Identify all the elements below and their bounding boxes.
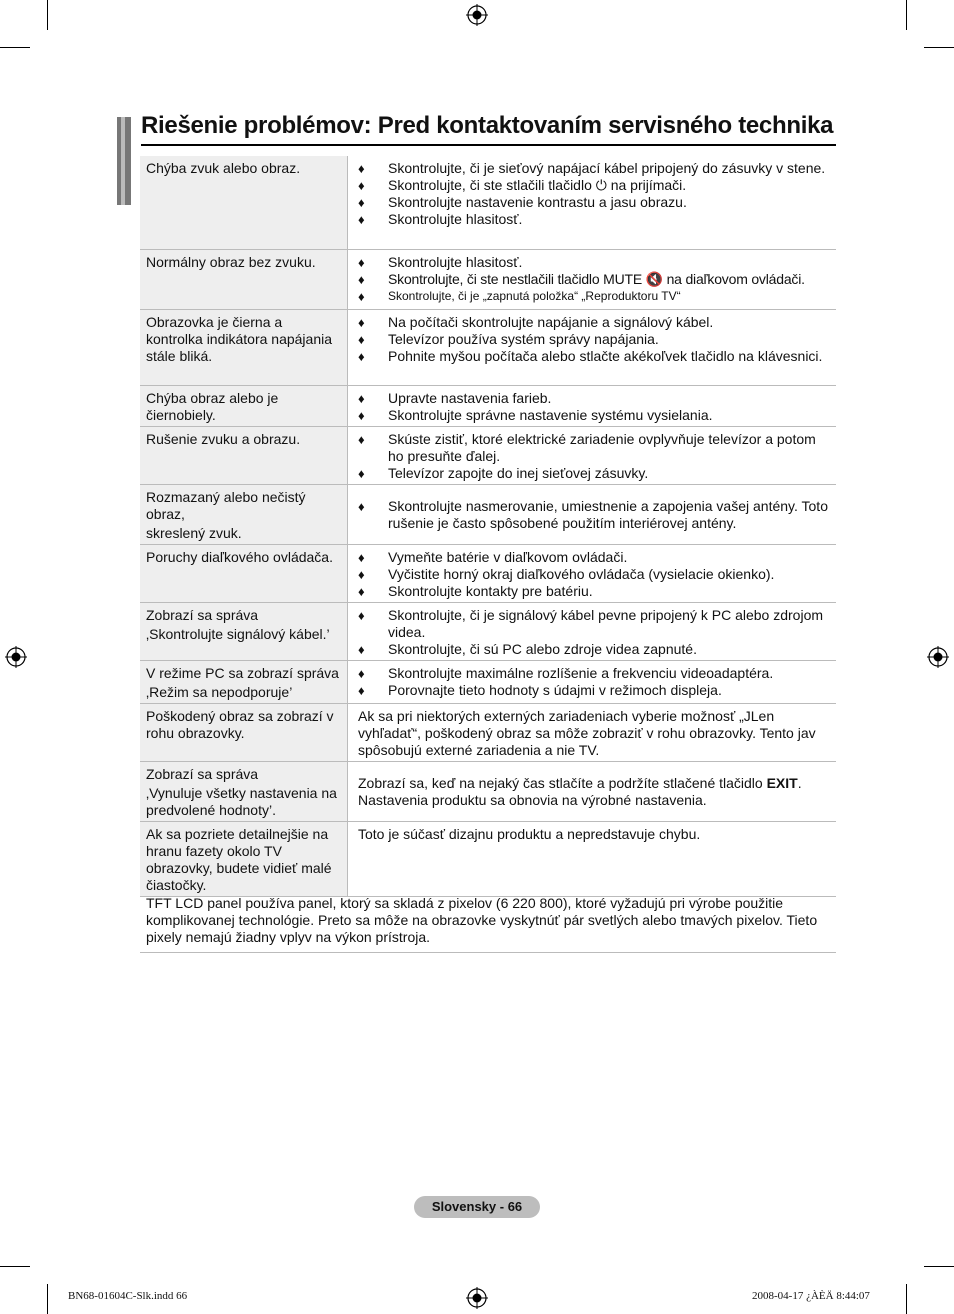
- solution-cell: [348, 156, 837, 249]
- solution-cell: [348, 385, 837, 426]
- list-item: ♦ Vyčistite horný okraj diaľkového ovládača (vysielacie okienko).: [358, 565, 775, 582]
- list-item: ♦ Skontrolujte nasmerovanie, umiestnenie a zapojenia vašej antény. Toto rušenie je často spôsobené použitím interiérovej antény.: [358, 498, 828, 531]
- list-item: ♦ Skontrolujte, či ste stlačili tlačidlo ⏻ na prijímači.: [358, 177, 687, 193]
- solution-cell: Toto je súčasť dizajnu produktu a nepredstavuje chybu.: [348, 821, 837, 896]
- solution-cell: [348, 309, 837, 385]
- symptom-cell: Rušenie zvuku a obrazu.: [140, 426, 348, 484]
- tft-lcd-note: TFT LCD panel používa panel, ktorý sa skladá z pixelov (6 220 800), ktoré vyžadujú pri výrobe použitie komplikovanej technológie. Preto sa môže na obrazovke vyskytnúť pár svetlých alebo tmavých pixelov. Tieto pixely nemajú žiadny vplyv na výkon prístroja.: [140, 893, 836, 953]
- table-row: [140, 385, 836, 426]
- symptom-cell: Chýba obraz alebo je čiernobiely.: [140, 385, 348, 426]
- list-item: ♦ Skontrolujte správne nastavenie systému vysielania.: [358, 406, 713, 423]
- table-row: [140, 484, 836, 544]
- list-item: ♦ Na počítači skontrolujte napájanie a signálový kábel.: [358, 313, 714, 330]
- solution-cell: [348, 544, 837, 602]
- symptom-cell: Poškodený obraz sa zobrazí v rohu obrazovky.: [140, 703, 348, 761]
- list-item: ♦ Upravte nastavenia farieb.: [358, 389, 552, 406]
- registration-mark-icon: [5, 646, 27, 668]
- list-item: ♦ Televízor používa systém správy napájania.: [358, 330, 659, 347]
- crop-mark: [0, 1266, 30, 1267]
- list-item: ♦ Skontrolujte, či je sieťový napájací kábel pripojený do zásuvky v stene.: [358, 160, 826, 176]
- registration-mark-icon: [466, 1287, 488, 1309]
- symptom-cell: Chýba zvuk alebo obraz.: [140, 156, 348, 249]
- page-number-badge: Slovensky - 66: [414, 1196, 540, 1218]
- symptom-cell: V režime PC sa zobrazí správa ‚Režim sa nepodporuje’: [140, 660, 348, 703]
- table-row: [140, 544, 836, 602]
- crop-mark: [924, 1266, 954, 1267]
- title-accent-bar: [121, 117, 125, 205]
- list-item: ♦ Televízor zapojte do inej sieťovej zásuvky.: [358, 464, 649, 481]
- solution-cell: Ak sa pri niektorých externých zariadeniach vyberie možnosť „JLen vyhľadať“, poškodený obraz sa môže zobraziť v rohu obrazovky. Tento jav spôsobujú externé zariadenia a nie TV.: [348, 703, 837, 761]
- table-row: [140, 309, 836, 385]
- list-item: ♦ Skontrolujte, či je signálový kábel pevne pripojený k PC alebo zdrojom videa.: [358, 606, 824, 640]
- list-item: ♦ Skontrolujte, či ste nestlačili tlačidlo MUTE 🔇 na diaľkovom ovládači.: [358, 270, 805, 287]
- crop-mark: [47, 0, 48, 30]
- solution-cell: Zobrazí sa, keď na nejaký čas stlačíte a podržíte stlačené tlačidlo EXIT. Nastavenia produktu sa obnovia na výrobné nastavenia.: [348, 761, 837, 821]
- list-item: ♦ Skúste zistiť, ktoré elektrické zariadenie ovplyvňuje televízor a potom ho presuňte ďalej.: [358, 430, 816, 464]
- symptom-cell: Zobrazí sa správa ‚Skontrolujte signálový kábel.’: [140, 602, 348, 660]
- title-divider: [141, 144, 836, 146]
- list-item: ♦ Skontrolujte hlasitosť.: [358, 211, 523, 227]
- crop-mark: [0, 47, 30, 48]
- solution-cell: [348, 249, 837, 309]
- table-row: [140, 249, 836, 309]
- table-row: [140, 660, 836, 703]
- file-slug: BN68-01604C-Slk.indd 66: [68, 1290, 188, 1302]
- list-item: ♦ Skontrolujte kontakty pre batériu.: [358, 582, 593, 599]
- registration-mark-icon: [927, 646, 949, 668]
- table-row: [140, 602, 836, 660]
- table-row: [140, 761, 836, 821]
- timestamp-slug: 2008-04-17 ¿ÀÈÄ 8:44:07: [752, 1290, 870, 1302]
- table-row: [140, 821, 836, 896]
- symptom-cell: Poruchy diaľkového ovládača.: [140, 544, 348, 602]
- solution-cell: [348, 660, 837, 703]
- symptom-cell: Ak sa pozriete detailnejšie na hranu fazety okolo TV obrazovky, budete vidieť malé čiastočky.: [140, 821, 348, 896]
- symptom-cell: Obrazovka je čierna a kontrolka indikátora napájania stále bliká.: [140, 309, 348, 385]
- solution-cell: [348, 426, 837, 484]
- crop-mark: [906, 1284, 907, 1314]
- table-row: [140, 426, 836, 484]
- list-item: ♦ Skontrolujte, či sú PC alebo zdroje videa zapnuté.: [358, 640, 697, 657]
- solution-cell: [348, 484, 837, 544]
- list-item: ♦ Pohnite myšou počítača alebo stlačte akékoľvek tlačidlo na klávesnici.: [358, 347, 823, 364]
- list-item: ♦ Vymeňte batérie v diaľkovom ovládači.: [358, 548, 628, 565]
- list-item: ♦ Skontrolujte nastavenie kontrastu a jasu obrazu.: [358, 194, 687, 210]
- symptom-cell: Zobrazí sa správa ‚Vynuluje všetky nastavenia na predvolené hodnoty’.: [140, 761, 348, 821]
- list-item: ♦ Skontrolujte hlasitosť.: [358, 253, 523, 270]
- crop-mark: [906, 0, 907, 30]
- crop-mark: [924, 47, 954, 48]
- symptom-cell: Normálny obraz bez zvuku.: [140, 249, 348, 309]
- list-item: ♦ Skontrolujte, či je „zapnutá položka“ „Reproduktoru TV“: [358, 288, 681, 304]
- registration-mark-icon: [466, 4, 488, 26]
- table-row: [140, 703, 836, 761]
- table-row: [140, 156, 836, 249]
- troubleshooting-table: [140, 156, 836, 897]
- list-item: ♦ Skontrolujte maximálne rozlíšenie a frekvenciu videoadaptéra.: [358, 664, 774, 681]
- page-title: Riešenie problémov: Pred kontaktovaním servisného technika: [141, 112, 834, 139]
- symptom-cell: Rozmazaný alebo nečistý obraz, skreslený zvuk.: [140, 484, 348, 544]
- solution-cell: [348, 602, 837, 660]
- crop-mark: [47, 1284, 48, 1314]
- list-item: ♦ Porovnajte tieto hodnoty s údajmi v režimoch displeja.: [358, 681, 722, 698]
